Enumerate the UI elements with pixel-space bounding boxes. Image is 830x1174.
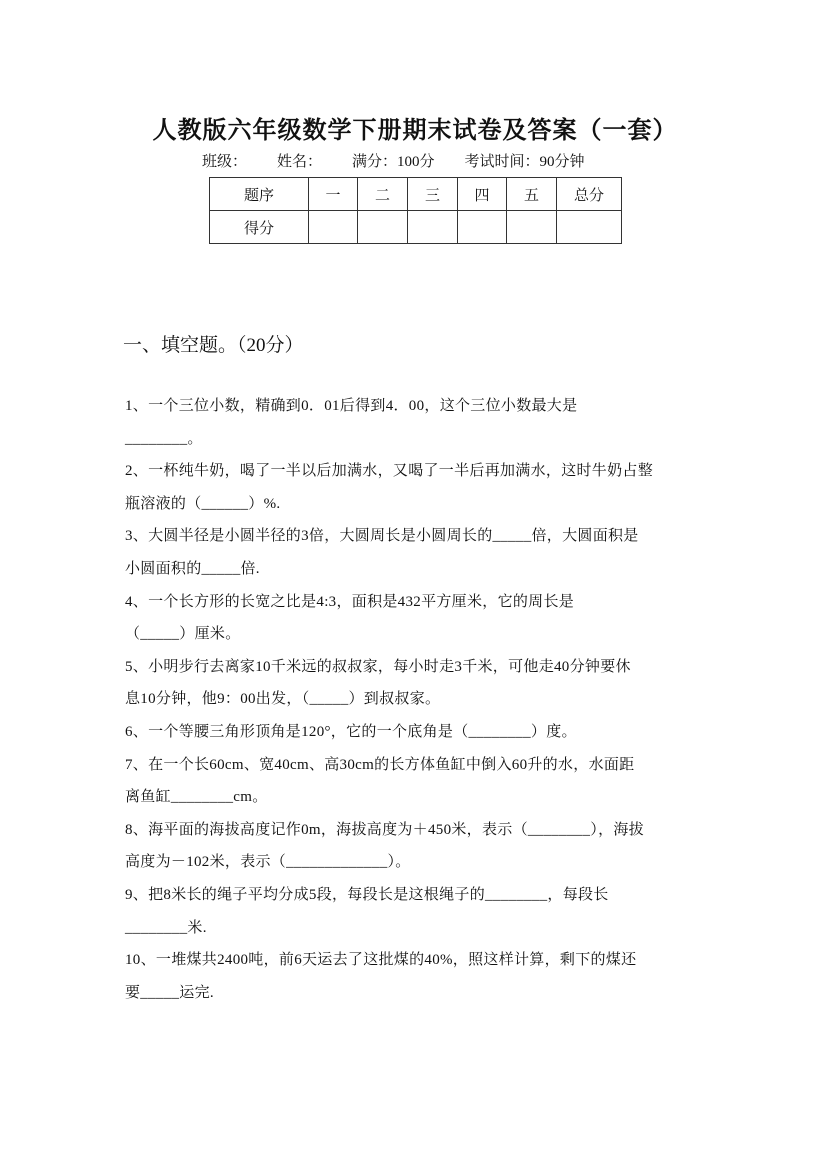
table-cell: 三: [408, 178, 458, 211]
question-line: 3、大圆半径是小圆半径的3倍，大圆周长是小圆周长的_____倍，大圆面积是: [125, 528, 639, 545]
table-cell: 四: [458, 178, 507, 211]
question-line: 8、海平面的海拔高度记作0m，海拔高度为＋450米，表示（________），海拔: [125, 821, 644, 838]
question-line: ________米.: [125, 919, 207, 936]
question-line: 要_____运完.: [125, 984, 214, 1001]
score-table: [209, 177, 622, 244]
question-line: （_____）厘米。: [125, 626, 241, 643]
question-line: 小圆面积的_____倍.: [125, 561, 260, 577]
table-cell: 题序: [210, 178, 309, 211]
table-cell: 总分: [557, 178, 622, 211]
question-line: 6、一个等腰三角形顶角是120°，它的一个底角是（________）度。: [125, 724, 577, 740]
section-heading: 一、填空题。（20分）: [123, 335, 304, 356]
question-line: 瓶溶液的（______）%.: [125, 495, 281, 512]
question-line: 高度为－102米，表示（_____________）。: [125, 854, 411, 871]
question-line: 离鱼缸________cm。: [125, 789, 268, 806]
class-label: 班级：: [202, 154, 248, 170]
question-line: 10、一堆煤共2400吨，前6天运去了这批煤的40%，照这样计算，剩下的煤还: [125, 952, 637, 969]
table-row: [210, 211, 622, 244]
table-cell: 一: [309, 178, 358, 211]
score-cell: [458, 211, 507, 244]
question-line: 5、小明步行去离家10千米远的叔叔家，每小时走3千米，可他走40分钟要休: [125, 658, 631, 675]
score-cell: [309, 211, 358, 244]
question-line: 9、把8米长的绳子平均分成5段，每段长是这根绳子的________，每段长: [125, 887, 609, 903]
page-title: 人教版六年级数学下册期末试卷及答案（一套）: [152, 118, 678, 144]
question-line: 4、一个长方形的长宽之比是4:3，面积是432平方厘米，它的周长是: [125, 593, 575, 610]
question-line: 2、一杯纯牛奶，喝了一半以后加满水，又喝了一半后再加满水，这时牛奶占整: [125, 463, 654, 480]
table-cell: 二: [358, 178, 408, 211]
score-cell: [408, 211, 458, 244]
question-line: 1、一个三位小数，精确到0．01后得到4．00，这个三位小数最大是: [125, 398, 578, 414]
table-header-row: [210, 178, 622, 211]
exam-time: 考试时间：90分钟: [464, 154, 585, 170]
name-label: 姓名：: [277, 154, 323, 170]
question-line: ________。: [125, 430, 203, 447]
exam-info: [202, 150, 615, 171]
question-line: 7、在一个长60cm、宽40cm、高30cm的长方体鱼缸中倒入60升的水，水面距: [125, 756, 635, 773]
question-line: 息10分钟，他9：00出发，（_____）到叔叔家。: [125, 691, 441, 708]
table-cell: 得分: [210, 211, 309, 244]
score-cell: [557, 211, 622, 244]
table-cell: 五: [507, 178, 557, 211]
full-score: 满分：100分: [352, 154, 435, 170]
score-cell: [358, 211, 408, 244]
score-cell: [507, 211, 557, 244]
